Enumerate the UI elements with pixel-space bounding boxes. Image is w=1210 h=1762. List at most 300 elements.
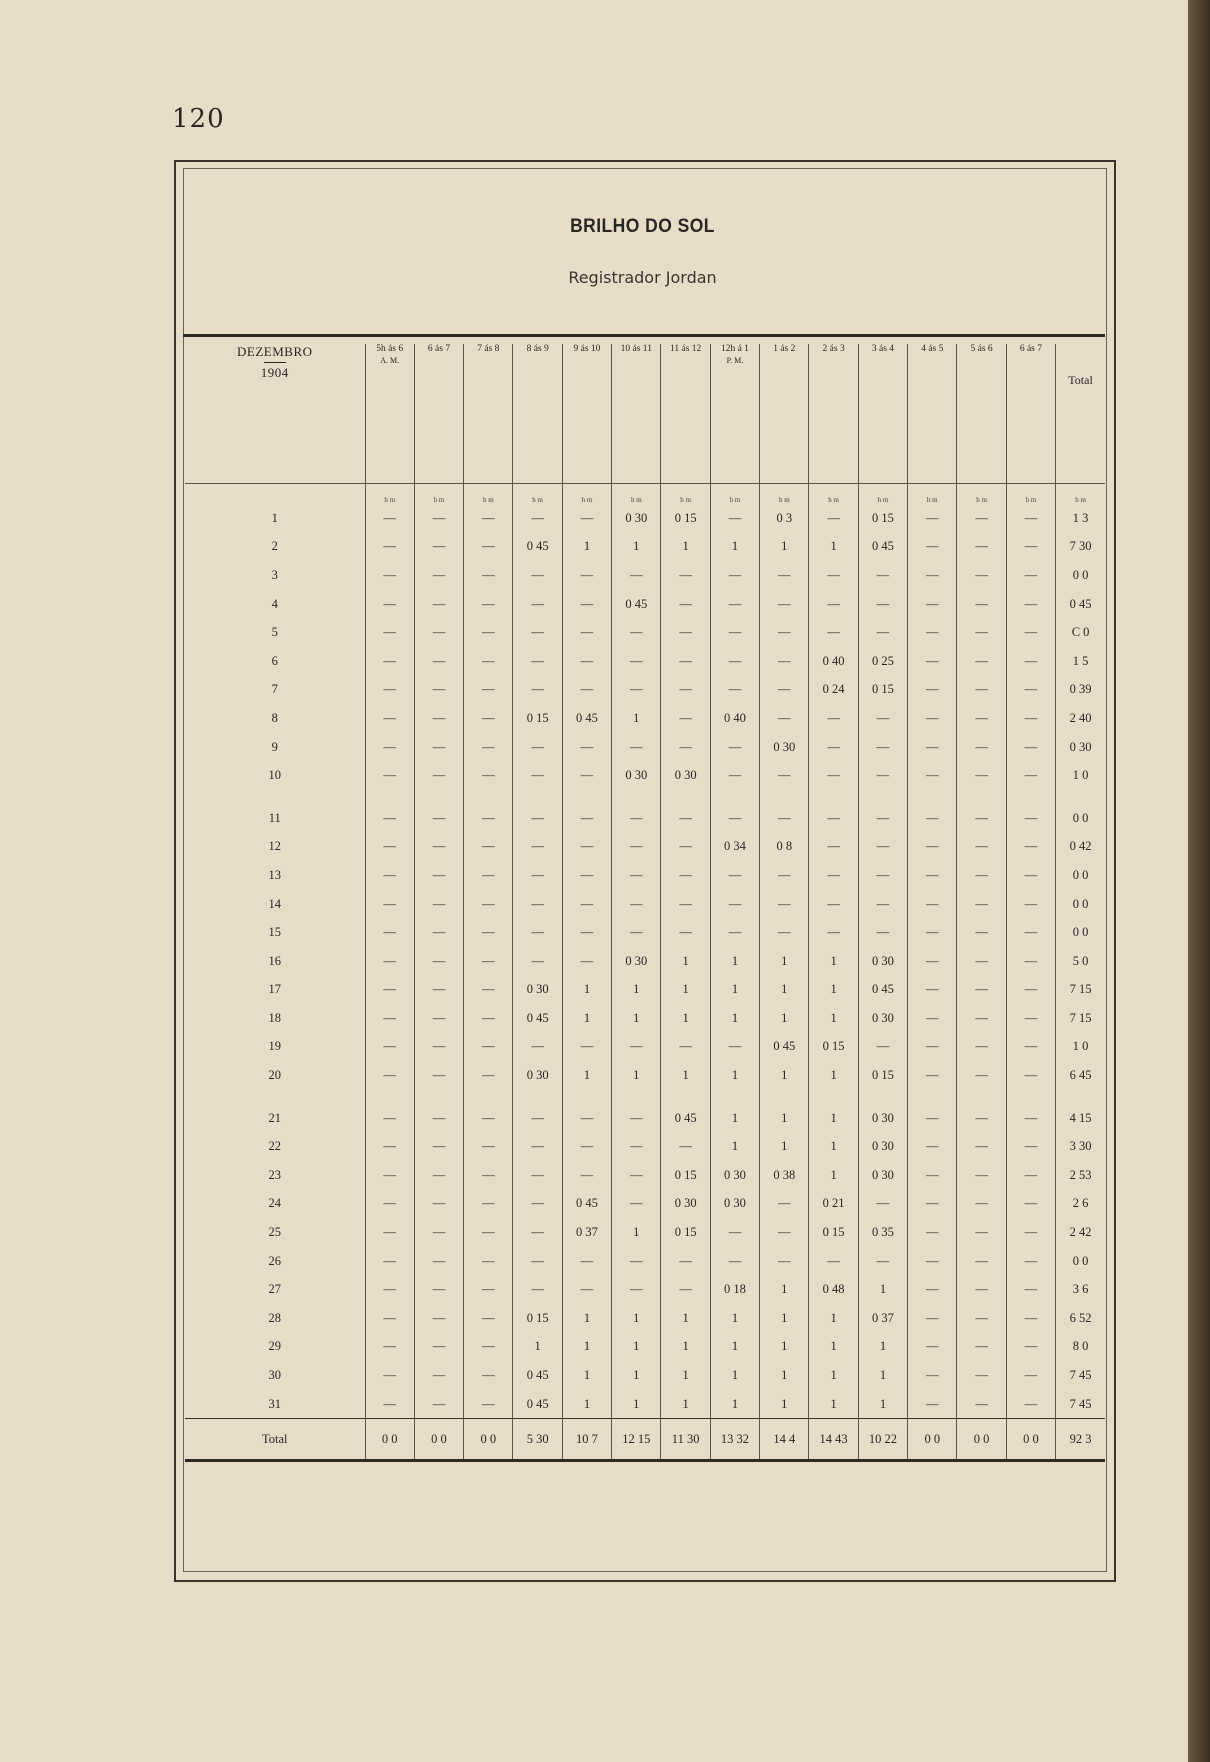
year-label: 1904 xyxy=(260,365,289,380)
sunshine-cell: — xyxy=(908,561,957,590)
column-total-cell: 0 0 xyxy=(1006,1419,1055,1461)
total-label: Total xyxy=(185,1419,365,1461)
sunshine-cell: — xyxy=(661,1132,710,1161)
sunshine-cell: — xyxy=(1006,1390,1055,1419)
sunshine-cell: — xyxy=(513,947,562,976)
table-row xyxy=(185,590,1105,619)
gap-cell xyxy=(1006,790,1055,804)
sunshine-cell: — xyxy=(957,590,1006,619)
table-row xyxy=(185,1004,1105,1033)
sunshine-cell: — xyxy=(612,1275,661,1304)
sunshine-cell: — xyxy=(908,1333,957,1362)
sunshine-cell: — xyxy=(760,1218,809,1247)
column-label: 8 ás 9 xyxy=(526,344,549,354)
sunshine-cell: 1 xyxy=(612,976,661,1005)
table-row xyxy=(185,504,1105,533)
sunshine-cell: — xyxy=(809,590,858,619)
sunshine-cell: — xyxy=(612,618,661,647)
day-total-cell: 4 15 xyxy=(1056,1104,1105,1133)
day-total-cell: 0 0 xyxy=(1056,890,1105,919)
sunshine-cell: — xyxy=(414,861,463,890)
day-number: 29 xyxy=(268,1339,281,1354)
day-total-cell: 0 39 xyxy=(1056,676,1105,705)
sunshine-cell: 1 xyxy=(710,1304,759,1333)
sunshine-cell: — xyxy=(858,890,907,919)
sunshine-cell: 1 xyxy=(562,1390,611,1419)
sunshine-cell: — xyxy=(908,618,957,647)
sunshine-cell: — xyxy=(513,647,562,676)
day-number: 8 xyxy=(271,710,278,725)
sunshine-cell: — xyxy=(612,918,661,947)
column-total-cell: 0 0 xyxy=(365,1419,414,1461)
gap-cell xyxy=(1056,1090,1105,1104)
day-total-cell: 0 45 xyxy=(1056,590,1105,619)
sunshine-cell: — xyxy=(1006,590,1055,619)
sunshine-cell: — xyxy=(760,676,809,705)
header-rule xyxy=(183,334,1105,337)
sunshine-cell: 0 30 xyxy=(710,1190,759,1219)
sunshine-cell: — xyxy=(661,833,710,862)
sunshine-cell: — xyxy=(1006,976,1055,1005)
sunshine-cell: — xyxy=(710,733,759,762)
sunshine-cell: — xyxy=(612,1132,661,1161)
sunshine-cell: 1 xyxy=(809,1390,858,1419)
sunshine-cell: — xyxy=(464,1333,513,1362)
sunshine-cell: — xyxy=(365,947,414,976)
sunshine-cell: — xyxy=(365,1033,414,1062)
table-row xyxy=(185,1333,1105,1362)
sunshine-cell: — xyxy=(1006,1275,1055,1304)
sunshine-cell: — xyxy=(858,733,907,762)
column-header xyxy=(858,344,907,484)
table-row xyxy=(185,918,1105,947)
sunshine-cell: — xyxy=(908,1104,957,1133)
column-header xyxy=(513,344,562,484)
sunshine-cell: 0 25 xyxy=(858,647,907,676)
sunshine-cell: — xyxy=(365,647,414,676)
sunshine-cell: — xyxy=(760,1247,809,1276)
sunshine-cell: — xyxy=(365,1061,414,1090)
sunshine-cell: — xyxy=(908,1304,957,1333)
sunshine-cell: — xyxy=(809,561,858,590)
unit-label: h m xyxy=(464,484,513,505)
sunshine-cell: — xyxy=(562,1033,611,1062)
gap-cell xyxy=(908,790,957,804)
sunshine-cell: — xyxy=(464,618,513,647)
sunshine-cell: 1 xyxy=(858,1333,907,1362)
column-total-cell: 11 30 xyxy=(661,1419,710,1461)
sunshine-cell: — xyxy=(365,1275,414,1304)
sunshine-cell: — xyxy=(612,1190,661,1219)
sunshine-cell: — xyxy=(513,804,562,833)
column-header xyxy=(464,344,513,484)
day-number: 28 xyxy=(268,1310,281,1325)
sunshine-cell: 1 xyxy=(562,1361,611,1390)
day-number: 22 xyxy=(268,1139,281,1154)
column-total-cell: 5 30 xyxy=(513,1419,562,1461)
sunshine-cell: — xyxy=(908,918,957,947)
day-number: 15 xyxy=(268,925,281,940)
sunshine-cell: — xyxy=(464,976,513,1005)
sunshine-cell: 1 xyxy=(760,1275,809,1304)
sunshine-cell: — xyxy=(908,676,957,705)
sunshine-cell: 0 3 xyxy=(760,504,809,533)
column-header xyxy=(908,344,957,484)
sunshine-cell: 1 xyxy=(661,1061,710,1090)
sunshine-cell: — xyxy=(414,1161,463,1190)
units-spacer xyxy=(185,484,365,505)
sunshine-cell: — xyxy=(1006,761,1055,790)
gap-cell xyxy=(464,1090,513,1104)
unit-label: h m xyxy=(957,484,1006,505)
sunshine-cell: — xyxy=(908,504,957,533)
sunshine-cell: — xyxy=(710,504,759,533)
table-row xyxy=(185,533,1105,562)
sunshine-cell: — xyxy=(661,704,710,733)
sunshine-cell: 0 37 xyxy=(858,1304,907,1333)
sunshine-cell: 0 15 xyxy=(809,1033,858,1062)
sunshine-cell: — xyxy=(513,861,562,890)
column-label: 1 ás 2 xyxy=(773,344,796,354)
sunshine-cell: — xyxy=(809,704,858,733)
sunshine-cell: 1 xyxy=(661,1390,710,1419)
sunshine-cell: — xyxy=(908,1247,957,1276)
sunshine-cell: — xyxy=(464,1033,513,1062)
sunshine-cell: 1 xyxy=(710,533,759,562)
sunshine-cell: — xyxy=(908,861,957,890)
unit-label: h m xyxy=(414,484,463,505)
sunshine-cell: — xyxy=(710,561,759,590)
gap-cell xyxy=(185,790,365,804)
sunshine-cell: — xyxy=(957,861,1006,890)
column-label: 6 ás 7 xyxy=(1019,344,1043,354)
sunshine-cell: — xyxy=(1006,504,1055,533)
column-label: 5h ás 6 xyxy=(376,344,404,354)
sunshine-cell: — xyxy=(414,1333,463,1362)
sunshine-cell: 0 45 xyxy=(661,1104,710,1133)
sunshine-cell: — xyxy=(365,590,414,619)
sunshine-cell: — xyxy=(908,947,957,976)
sunshine-cell: — xyxy=(513,590,562,619)
sunshine-cell: — xyxy=(464,1004,513,1033)
column-sublabel: P. M. xyxy=(726,356,744,365)
sunshine-cell: 1 xyxy=(562,1004,611,1033)
units-row xyxy=(185,484,1105,505)
sunshine-cell: — xyxy=(562,890,611,919)
sunshine-cell: 1 xyxy=(710,1390,759,1419)
sunshine-cell: — xyxy=(414,647,463,676)
sunshine-cell: — xyxy=(858,618,907,647)
sunshine-cell: — xyxy=(464,1247,513,1276)
sunshine-cell: 1 xyxy=(760,1132,809,1161)
sunshine-cell: — xyxy=(513,561,562,590)
sunshine-cell: — xyxy=(513,1247,562,1276)
sunshine-cell: — xyxy=(760,918,809,947)
sunshine-cell: — xyxy=(464,947,513,976)
table-row xyxy=(185,833,1105,862)
day-number: 5 xyxy=(271,625,278,640)
sunshine-cell: — xyxy=(513,890,562,919)
sunshine-cell: — xyxy=(365,804,414,833)
sunshine-cell: — xyxy=(908,976,957,1005)
gap-cell xyxy=(809,790,858,804)
sunshine-cell: — xyxy=(464,1061,513,1090)
sunshine-cell: — xyxy=(809,804,858,833)
table-row xyxy=(185,1104,1105,1133)
day-number: 27 xyxy=(268,1282,281,1297)
sunshine-cell: — xyxy=(562,804,611,833)
table-row xyxy=(185,733,1105,762)
sunshine-cell: 0 15 xyxy=(858,676,907,705)
gap-cell xyxy=(464,790,513,804)
gap-cell xyxy=(562,1090,611,1104)
day-number: 19 xyxy=(268,1039,281,1054)
column-total-cell: 0 0 xyxy=(464,1419,513,1461)
sunshine-cell: — xyxy=(710,590,759,619)
sunshine-cell: — xyxy=(365,733,414,762)
sunshine-cell: 1 xyxy=(710,1361,759,1390)
sunshine-cell: — xyxy=(365,1218,414,1247)
sunshine-cell: — xyxy=(414,976,463,1005)
sunshine-cell: — xyxy=(562,647,611,676)
sunshine-cell: 1 xyxy=(612,1361,661,1390)
sunshine-cell: — xyxy=(957,890,1006,919)
sunshine-cell: — xyxy=(464,1161,513,1190)
sunshine-cell: — xyxy=(365,704,414,733)
table-row xyxy=(185,890,1105,919)
sunshine-cell: — xyxy=(612,1104,661,1133)
sunshine-cell: — xyxy=(562,1275,611,1304)
sunshine-cell: — xyxy=(710,890,759,919)
page-title: BRILHO DO SOL xyxy=(570,216,715,237)
sunshine-cell: — xyxy=(908,590,957,619)
sunshine-cell: 0 15 xyxy=(858,1061,907,1090)
gap-cell xyxy=(809,1090,858,1104)
sunshine-cell: 1 xyxy=(612,704,661,733)
sunshine-cell: — xyxy=(414,833,463,862)
sunshine-cell: — xyxy=(562,590,611,619)
sunshine-cell: — xyxy=(414,1275,463,1304)
sunshine-cell: — xyxy=(365,890,414,919)
sunshine-cell: — xyxy=(562,733,611,762)
sunshine-cell: 0 30 xyxy=(661,1190,710,1219)
sunshine-cell: — xyxy=(365,1004,414,1033)
day-total-cell: 2 53 xyxy=(1056,1161,1105,1190)
sunshine-cell: 0 18 xyxy=(710,1275,759,1304)
sunshine-cell: — xyxy=(1006,804,1055,833)
sunshine-cell: 1 xyxy=(562,1304,611,1333)
sunshine-cell: — xyxy=(612,647,661,676)
gap-cell xyxy=(414,790,463,804)
sunshine-cell: — xyxy=(908,1390,957,1419)
sunshine-cell: — xyxy=(908,1190,957,1219)
sunshine-cell: — xyxy=(414,733,463,762)
sunshine-cell: 1 xyxy=(809,1104,858,1133)
sunshine-cell: — xyxy=(908,533,957,562)
unit-label: h m xyxy=(365,484,414,505)
sunshine-cell: — xyxy=(858,861,907,890)
column-total-cell: 14 43 xyxy=(809,1419,858,1461)
sunshine-cell: — xyxy=(809,1247,858,1276)
sunshine-cell: 0 30 xyxy=(858,947,907,976)
gap-cell xyxy=(562,790,611,804)
sunshine-cell: — xyxy=(414,1218,463,1247)
sunshine-cell: 0 15 xyxy=(858,504,907,533)
sunshine-cell: 0 45 xyxy=(513,533,562,562)
sunshine-cell: — xyxy=(365,1132,414,1161)
month-year-header xyxy=(185,344,365,484)
day-number: 13 xyxy=(268,867,281,882)
sunshine-cell: 1 xyxy=(661,1333,710,1362)
sunshine-cell: — xyxy=(908,833,957,862)
day-number: 18 xyxy=(268,1010,281,1025)
column-header xyxy=(710,344,759,484)
day-number: 1 xyxy=(271,510,278,525)
day-total-cell: 7 45 xyxy=(1056,1361,1105,1390)
sunshine-cell: — xyxy=(414,918,463,947)
header-row xyxy=(185,344,1105,484)
sunshine-cell: 1 xyxy=(612,1333,661,1362)
sunshine-cell: — xyxy=(957,976,1006,1005)
table-row xyxy=(185,804,1105,833)
sunshine-cell: — xyxy=(562,676,611,705)
table-body xyxy=(185,484,1105,1461)
gap-cell xyxy=(414,1090,463,1104)
sunshine-cell: — xyxy=(809,618,858,647)
sunshine-cell: — xyxy=(365,1190,414,1219)
sunshine-cell: — xyxy=(414,533,463,562)
sunshine-cell: — xyxy=(809,504,858,533)
sunshine-cell: 1 xyxy=(661,1361,710,1390)
column-header xyxy=(760,344,809,484)
sunshine-cell: — xyxy=(661,676,710,705)
unit-label: h m xyxy=(1006,484,1055,505)
group-gap xyxy=(185,790,1105,804)
sunshine-cell: 1 xyxy=(760,1390,809,1419)
sunshine-cell: — xyxy=(365,1361,414,1390)
sunshine-cell: — xyxy=(513,1033,562,1062)
sunshine-cell: — xyxy=(809,861,858,890)
unit-label: h m xyxy=(612,484,661,505)
sunshine-cell: 0 30 xyxy=(760,733,809,762)
sunshine-cell: — xyxy=(1006,676,1055,705)
sunshine-cell: — xyxy=(809,890,858,919)
day-number: 24 xyxy=(268,1196,281,1211)
sunshine-cell: — xyxy=(414,590,463,619)
sunshine-cell: — xyxy=(760,761,809,790)
day-total-cell: 2 6 xyxy=(1056,1190,1105,1219)
sunshine-cell: — xyxy=(365,618,414,647)
day-total-cell: 0 0 xyxy=(1056,918,1105,947)
day-total-cell: 7 30 xyxy=(1056,533,1105,562)
day-number: 10 xyxy=(268,768,281,783)
column-total-cell: 10 7 xyxy=(562,1419,611,1461)
sunshine-cell: — xyxy=(957,1247,1006,1276)
sunshine-cell: 1 xyxy=(562,1061,611,1090)
sunshine-cell: — xyxy=(957,1061,1006,1090)
column-label: Total xyxy=(1068,373,1093,387)
month-label: DEZEMBRO xyxy=(237,344,313,359)
day-number: 6 xyxy=(271,653,278,668)
sunshine-cell: — xyxy=(513,676,562,705)
sunshine-cell: 1 xyxy=(710,1104,759,1133)
sunshine-cell: — xyxy=(908,1033,957,1062)
day-total-cell: 1 0 xyxy=(1056,761,1105,790)
column-label: 5 ás 6 xyxy=(970,344,993,354)
day-number: 12 xyxy=(268,839,281,854)
sunshine-cell: — xyxy=(760,590,809,619)
sunshine-cell: — xyxy=(414,890,463,919)
day-total-cell: 0 0 xyxy=(1056,861,1105,890)
sunshine-cell: — xyxy=(1006,647,1055,676)
sunshine-cell: 1 xyxy=(710,1333,759,1362)
sunshine-cell: — xyxy=(908,1161,957,1190)
day-number: 26 xyxy=(268,1253,281,1268)
sunshine-table xyxy=(185,344,1105,1462)
sunshine-cell: — xyxy=(612,1247,661,1276)
sunshine-cell: — xyxy=(1006,861,1055,890)
day-total-cell: 0 30 xyxy=(1056,733,1105,762)
sunshine-cell: 1 xyxy=(858,1390,907,1419)
day-number: 3 xyxy=(271,567,278,582)
sunshine-cell: — xyxy=(710,918,759,947)
day-number: 17 xyxy=(268,982,281,997)
sunshine-cell: — xyxy=(908,890,957,919)
sunshine-cell: — xyxy=(612,1161,661,1190)
sunshine-cell: — xyxy=(858,761,907,790)
table-row xyxy=(185,947,1105,976)
column-header xyxy=(562,344,611,484)
sunshine-cell: 0 15 xyxy=(661,1161,710,1190)
unit-label: h m xyxy=(809,484,858,505)
day-total-cell: 1 5 xyxy=(1056,647,1105,676)
column-label: 3 ás 4 xyxy=(871,344,895,354)
column-label: 9 ás 10 xyxy=(573,344,601,354)
sunshine-cell: — xyxy=(513,618,562,647)
sunshine-cell: 0 45 xyxy=(513,1390,562,1419)
sunshine-cell: — xyxy=(661,861,710,890)
sunshine-cell: — xyxy=(513,1104,562,1133)
gap-cell xyxy=(513,790,562,804)
gap-cell xyxy=(365,1090,414,1104)
sunshine-cell: — xyxy=(858,704,907,733)
sunshine-cell: — xyxy=(414,1390,463,1419)
sunshine-cell: — xyxy=(414,561,463,590)
sunshine-cell: — xyxy=(365,833,414,862)
sunshine-cell: — xyxy=(1006,1333,1055,1362)
sunshine-cell: 1 xyxy=(809,1061,858,1090)
day-number: 23 xyxy=(268,1167,281,1182)
day-number: 11 xyxy=(268,810,281,825)
sunshine-cell: — xyxy=(908,647,957,676)
sunshine-cell: — xyxy=(809,833,858,862)
gap-cell xyxy=(612,790,661,804)
sunshine-cell: — xyxy=(414,1361,463,1390)
sunshine-cell: 0 40 xyxy=(710,704,759,733)
gap-cell xyxy=(908,1090,957,1104)
sunshine-cell: — xyxy=(365,1390,414,1419)
sunshine-cell: — xyxy=(908,1361,957,1390)
sunshine-cell: — xyxy=(513,1161,562,1190)
sunshine-cell: 1 xyxy=(612,1061,661,1090)
sunshine-cell: — xyxy=(661,890,710,919)
sunshine-cell: 1 xyxy=(710,1004,759,1033)
sunshine-cell: — xyxy=(858,1247,907,1276)
sunshine-cell: 1 xyxy=(809,976,858,1005)
sunshine-cell: — xyxy=(661,561,710,590)
sunshine-cell: — xyxy=(464,1132,513,1161)
sunshine-cell: — xyxy=(710,1033,759,1062)
